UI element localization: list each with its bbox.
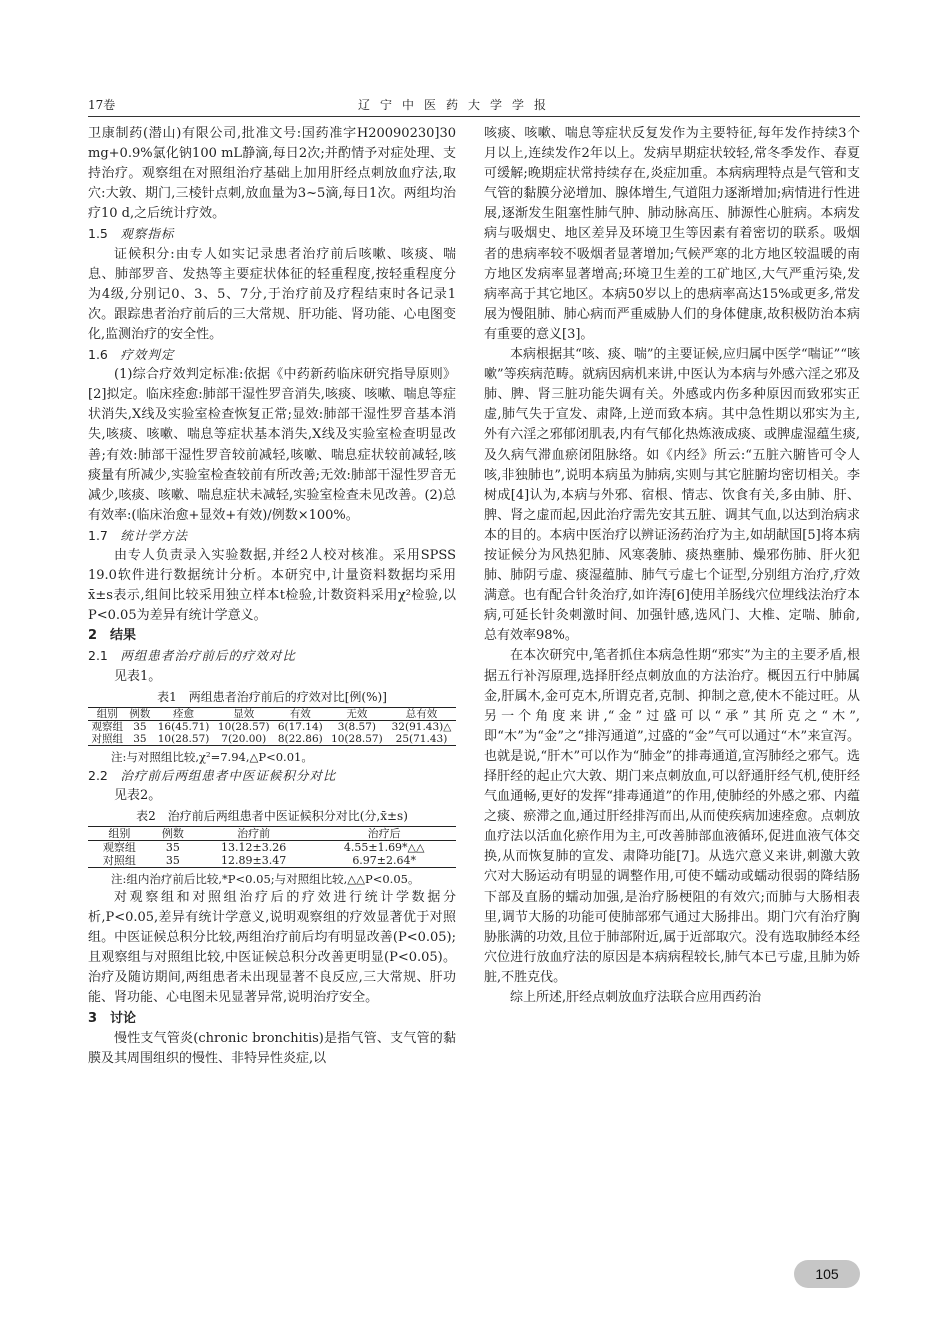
section-1-6-heading [88, 345, 456, 365]
section-1-7-heading [88, 526, 456, 546]
section-title: 观察指标 [120, 226, 175, 242]
table-cell: 35 [151, 854, 195, 868]
table-2 [88, 826, 456, 868]
section-2-heading: 2 结果 [88, 628, 137, 644]
table-1-caption: 表1 两组患者治疗前后的疗效对比[例(%)] [157, 689, 387, 704]
paragraph-efficacy-criteria: (1)综合疗效判定标准:依据《中药新药临床研究指导原则》[2]拟定。临床痊愈:肺部干湿性罗音消失,咳痰、咳嗽、喘息等症状消失,X线及实验室检查恢复正常;显效:肺部干湿性罗音基本消失,咳痰、咳嗽、喘息等症状基本消失,X线及实验室检查明显改善;有效:肺部干湿性罗音较前减轻,咳嗽、喘息症状较前减轻,咳痰量有所减少,实验室检查较前有所改善;无效:肺部干湿性罗音无减少,咳痰、咳嗽、喘息症状未减轻,实验室检查未见改善。(2)总有效率:(临床治愈+显效+有效)/例数×100%。 [88, 367, 456, 523]
section-title: 治疗前后两组患者中医证候积分对比 [120, 767, 337, 783]
running-header [88, 94, 860, 117]
table-cell: 对照组 [88, 854, 151, 868]
paragraph-results: 对观察组和对照组治疗后的疗效进行统计学数据分析,P<0.05,差异有统计学意义,说明观察组的疗效显著优于对照组。中医证候总积分比较,两组治疗前后均有明显改善(P<0.05);且观察组与对照组比较,中医证候总积分改善更明显(P<0.05)。治疗及随访期间,两组患者未出现显著不良反应,三大常规、肝功能、肾功能、心电图未见显著异常,说明治疗安全。 [88, 890, 456, 1006]
section-2-2-heading [88, 766, 456, 786]
table-cell: 12.89±3.47 [195, 854, 312, 868]
section-number: 2.2 [88, 767, 108, 783]
table-cell: 观察组 [91, 720, 123, 733]
paragraph-discussion: 慢性支气管炎(chronic bronchitis)是指气管、支气管的黏膜及其周围组织的慢性、非特异性炎症,以 [88, 1030, 456, 1066]
volume-label: 17卷 [88, 98, 116, 112]
paragraph-method-rationale: 在本次研究中,笔者抓住本病急性期“邪实”为主的主要矛盾,根据五行补泻原理,选择肝经点刺放血的方法治疗。概因五行中肺属金,肝属木,金可克木,所谓克者,克制、抑制之意,使木不能过旺。从另一个角度来讲,“金”过盛可以“承”其所克之“木”,即“木”为“金”之“排泻通道”,过盛的“金”气可以通过“木”来宣泻。也就是说,“肝木”可以作为“肺金”的排毒通道,宣泻肺经之邪气。选择肝经的起止穴大敦、期门来点刺放血,可以舒通肝经气机,使肝经气血通畅,更好的发挥“排毒通道”的作用,使肺经的外感之邪、内蕴之痰、瘀滞之血,通过肝经排泻而出,从而使疾病加速痊愈。点刺放血疗法以活血化瘀作用为主,可改善肺部血液循环,促进血液气体交换,从而恢复肺的宣发、肃降功能[7]。从选穴意义来讲,刺激大敦穴对大肠运动有明显的调整作用,可使不蠕动或蠕动很弱的降结肠下部及直肠的蠕动加强,是治疗肠梗阻的有效穴;而肺与大肠相表里,调节大肠的功能可使肺部邪气通过大肠排出。期门穴有治疗胸胁胀满的功效,且位于肺部附近,属于近部取穴。没有选取肺经本经穴位进行放血疗法的原因是本病病程较长,肺气本已亏虚,且肺为娇脏,不胜克伐。 [484, 648, 860, 985]
left-column [88, 124, 456, 1069]
section-title: 两组患者治疗前后的疗效对比 [120, 648, 296, 664]
see-table-1: 见表1。 [114, 668, 162, 684]
paragraph-disease-features: 咳痰、咳嗽、喘息等症状反复发作为主要特征,每年发作持续3个月以上,连续发作2年以上。发病早期症状较轻,常冬季发作、春夏可缓解;晚期症状常持续存在,炎症加重。本病病理特点是气管和支气管的黏膜分泌增加、腺体增生,气道阻力逐渐增加;病情进行性进展,逐渐发生阻塞性肺气肿、肺动脉高压、肺源性心脏病。本病发病与吸烟史、地区差异及环境卫生等因素有着密切的联系。吸烟者的患病率较不吸烟者显著增加;气候严寒的北方地区较温暖的南方地区发病率显著增高;环境卫生差的工矿地区,大气严重污染,发病率高于其它地区。本病50岁以上的患病率高达15%或更多,常发展为慢阻肺、肺心病而严重威胁人们的身体健康,故积极防治本病有重要的意义[3]。 [484, 126, 860, 342]
paragraph-observation: 证候积分:由专人如实记录患者治疗前后咳嗽、咳痰、喘息、肺部罗音、发热等主要症状体征的轻重程度,按轻重程度分为4级,分别记0、3、5、7分,于治疗前及疗程结束时各记录1次。跟踪患者治疗前后的三大常规、肝功能、肾功能、心电图变化,监测治疗的安全性。 [88, 246, 456, 342]
table-row [88, 733, 456, 746]
table-cell: 8(22.86) [274, 733, 327, 746]
paragraph-tcm-theory: 本病根据其“咳、痰、喘”的主要证候,应归属中医学“喘证”“咳嗽”等疾病范畴。就病因病机来讲,中医认为本病与外感六淫之邪及肺、脾、肾三脏功能失调有关。外感或内伤多种原因而致邪实正虚,肺气失于宣发、肃降,上逆而致本病。其中急性期以邪实为主,外有六淫之邪郁闭肌表,内有气郁化热炼液成痰、或脾虚湿蕴生痰,及久病气滞血瘀闭阻脉络。如《内经》所云:“五脏六腑皆可令人咳,非独肺也”,说明本病虽为肺病,实则与其它脏腑均密切相关。李树成[4]认为,本病与外邪、宿根、情志、饮食有关,多由肺、肝、脾、肾之虚而起,因此治疗需先安其五脏、调其气血,以达到治病求本的目的。本病中医治疗以辨证汤药治疗为主,如胡献国[5]将本病按证候分为风热犯肺、风寒袭肺、痰热壅肺、燥邪伤肺、肝火犯肺、肺阴亏虚、痰湿蕴肺、肺气亏虚七个证型,分别组方治疗,疗效满意。也有配合针灸治疗,如许涛[6]使用羊肠线穴位埋线法治疗本病,可延长针灸刺激时间、加强针感,选风门、大椎、定喘、肺俞,总有效率98%。 [484, 347, 860, 644]
table-cell: 32(91.43)△ [391, 720, 452, 733]
table-2-caption: 表2 治疗前后两组患者中医证候积分对比(分,x̄±s) [136, 808, 408, 823]
table-cell: 对照组 [88, 733, 126, 746]
table-cell: 10(28.57) [153, 733, 213, 746]
journal-title: 辽宁中医药大学学报 [358, 98, 557, 112]
table-header-row [88, 707, 456, 720]
table-1 [88, 707, 456, 746]
table-cell: 35 [165, 841, 180, 854]
column-header: 总有效 [387, 707, 456, 720]
column-header: 例数 [126, 707, 153, 720]
table-cell: 4.55±1.69*△△ [343, 841, 425, 854]
table-cell: 10(28.57) [327, 733, 387, 746]
table-2-note: 注:组内治疗前后比较,*P<0.05;与对照组比较,△△P<0.05。 [111, 872, 420, 886]
table-row [88, 720, 456, 733]
paragraph-statistics: 由专人负责录入实验数据,并经2人校对核准。采用SPSS 19.0软件进行数据统计分析。本研究中,计量资料数据均采用x̄±s表示,组间比较采用独立样本t检验,计数资料采用χ²检验,以P<0.05为差异有统计学意义。 [88, 547, 456, 624]
section-2-1-heading [88, 646, 456, 666]
section-number: 1.5 [88, 226, 108, 242]
column-header: 显效 [214, 707, 274, 720]
table-cell: 6(17.14) [277, 720, 323, 733]
section-3-heading: 3 讨论 [88, 1010, 137, 1026]
column-header: 例数 [151, 827, 195, 841]
table-row [88, 854, 456, 868]
column-header: 有效 [274, 707, 327, 720]
table-1-note: 注:与对照组比较,χ²=7.94,△P<0.01。 [111, 749, 313, 764]
section-title: 疗效判定 [120, 347, 175, 363]
table-cell: 观察组 [102, 841, 136, 854]
table-cell: 13.12±3.26 [221, 841, 287, 854]
section-number: 1.6 [88, 347, 108, 363]
table-cell: 25(71.43) [387, 733, 456, 746]
column-header: 无效 [327, 707, 387, 720]
column-header: 痊愈 [153, 707, 213, 720]
column-header: 组别 [88, 827, 151, 841]
table-cell: 7(20.00) [214, 733, 274, 746]
table-cell: 35 [126, 733, 153, 746]
table-row [88, 841, 456, 855]
table-cell: 35 [133, 720, 147, 733]
right-column [484, 124, 860, 1008]
section-number: 2.1 [88, 648, 108, 664]
table-cell: 6.97±2.64* [312, 854, 456, 868]
column-header: 治疗后 [312, 827, 456, 841]
table-cell: 16(45.71) [157, 720, 210, 733]
column-header: 组别 [88, 707, 126, 720]
section-title: 统计学方法 [120, 527, 188, 543]
section-1-5-heading [88, 224, 456, 244]
section-number: 1.7 [88, 527, 108, 543]
table-cell: 3(8.57) [337, 720, 376, 733]
table-header-row [88, 827, 456, 841]
paragraph-continued: 卫康制药(潜山)有限公司,批准文号:国药准字H20090230]30 mg+0.9%氯化钠100 mL静滴,每日2次;并酌情予对症处理、支持治疗。观察组在对照组治疗基础上加用肝经点刺放血疗法,取穴:大敦、期门,三棱针点刺,放血量为3~5滴,每日1次。两组均治疗10 d,之后统计疗效。 [88, 126, 456, 222]
page-number-badge: 105 [794, 1260, 860, 1288]
see-table-2: 见表2。 [114, 787, 162, 803]
table-cell: 10(28.57) [217, 720, 270, 733]
column-header: 治疗前 [195, 827, 312, 841]
paragraph-conclusion: 综上所述,肝经点刺放血疗法联合应用西药治 [510, 990, 762, 1006]
